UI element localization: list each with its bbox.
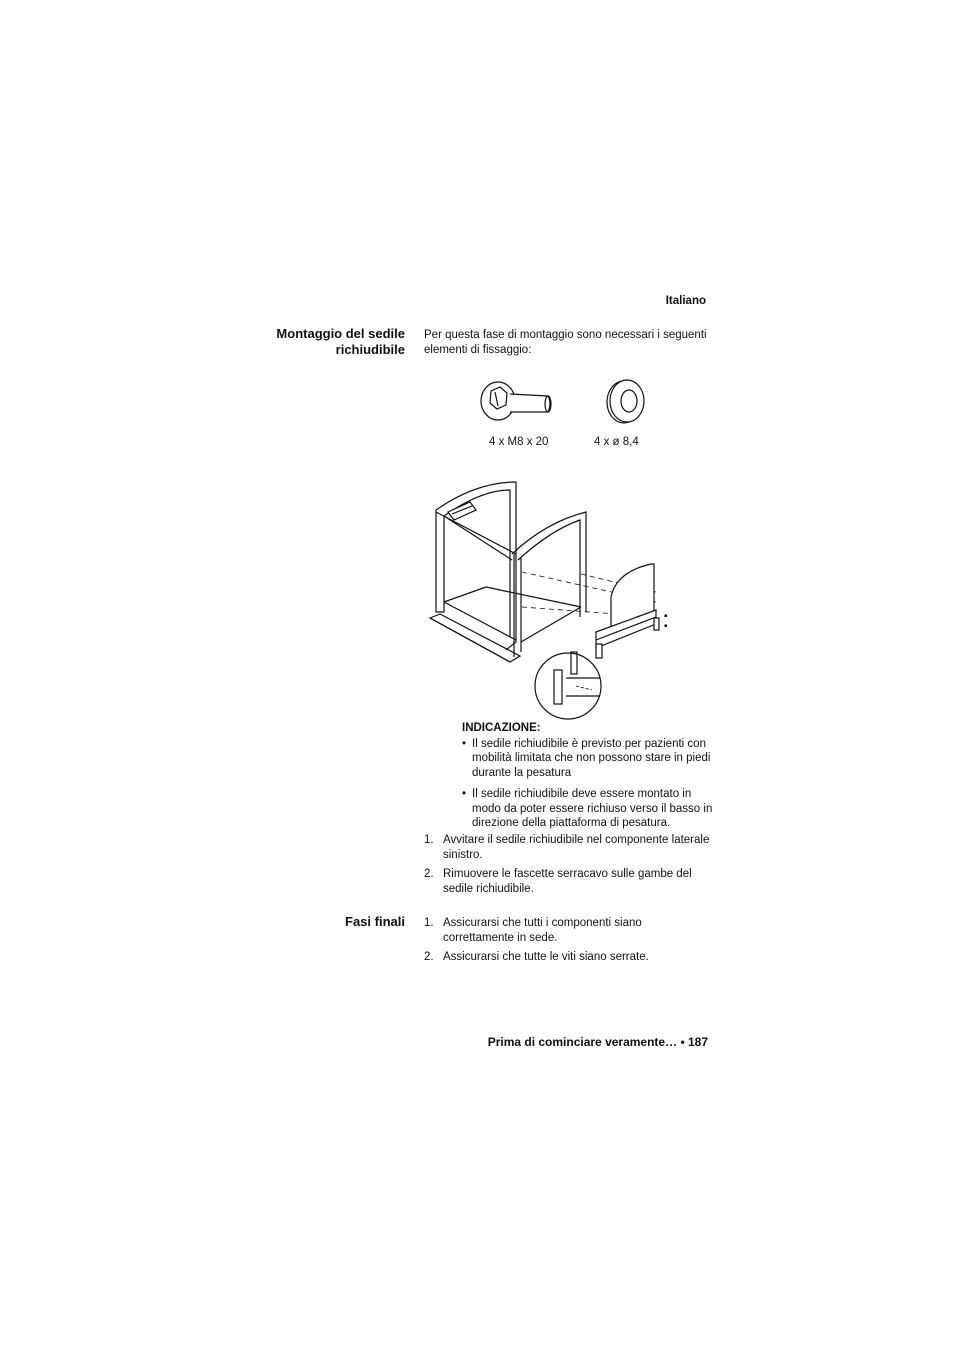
step-item bbox=[424, 916, 714, 945]
step-number: 1. bbox=[424, 834, 434, 846]
step-text: Avvitare il sedile richiudibile nel componente laterale sinistro. bbox=[443, 834, 710, 861]
step-text: Rimuovere le fascette serracavo sulle gambe del sedile richiudibile. bbox=[443, 868, 692, 895]
note-bullet: • Il sedile richiudibile deve essere montato in modo da poter essere richiuso verso il basso in direzione della piattaforma di pesatura. bbox=[462, 787, 714, 831]
intro-paragraph: Per questa fase di montaggio sono necessari i seguenti elementi di fissaggio: bbox=[424, 329, 707, 356]
note-bullet: • Il sedile richiudibile è previsto per pazienti con mobilità limitata che non possono stare in piedi durante la pesatura bbox=[462, 737, 714, 781]
washer-icon bbox=[602, 378, 652, 428]
step-item bbox=[424, 950, 714, 965]
language-label: Italiano bbox=[665, 295, 706, 307]
seat-assembly-illustration bbox=[426, 472, 686, 720]
screw-caption: 4 x M8 x 20 bbox=[489, 436, 549, 448]
step-number: 2. bbox=[424, 868, 434, 880]
svg-text:▪: ▪ bbox=[664, 613, 668, 619]
section-title-seat bbox=[205, 326, 405, 358]
section-title-final: Fasi finali bbox=[345, 914, 405, 929]
step-number: 2. bbox=[424, 951, 434, 963]
seat-steps bbox=[424, 833, 714, 901]
section-title-line1: Montaggio del sedile bbox=[276, 326, 405, 341]
final-steps bbox=[424, 916, 714, 970]
step-number: 1. bbox=[424, 917, 434, 929]
step-item bbox=[424, 833, 714, 862]
svg-text:▪: ▪ bbox=[664, 623, 668, 629]
step-text: Assicurarsi che tutti i componenti siano correttamente in sede. bbox=[443, 917, 642, 944]
note-bullet-list bbox=[462, 737, 714, 831]
screw-icon bbox=[478, 378, 558, 428]
step-item bbox=[424, 867, 714, 896]
washer-caption: 4 x ø 8,4 bbox=[594, 436, 639, 448]
step-text: Assicurarsi che tutte le viti siano serrate. bbox=[443, 951, 649, 963]
page-footer: Prima di cominciare veramente… • 187 bbox=[487, 1035, 708, 1049]
section-title-line2: richiudibile bbox=[335, 342, 405, 357]
note-block bbox=[462, 721, 714, 838]
note-heading: INDICAZIONE: bbox=[462, 722, 541, 734]
